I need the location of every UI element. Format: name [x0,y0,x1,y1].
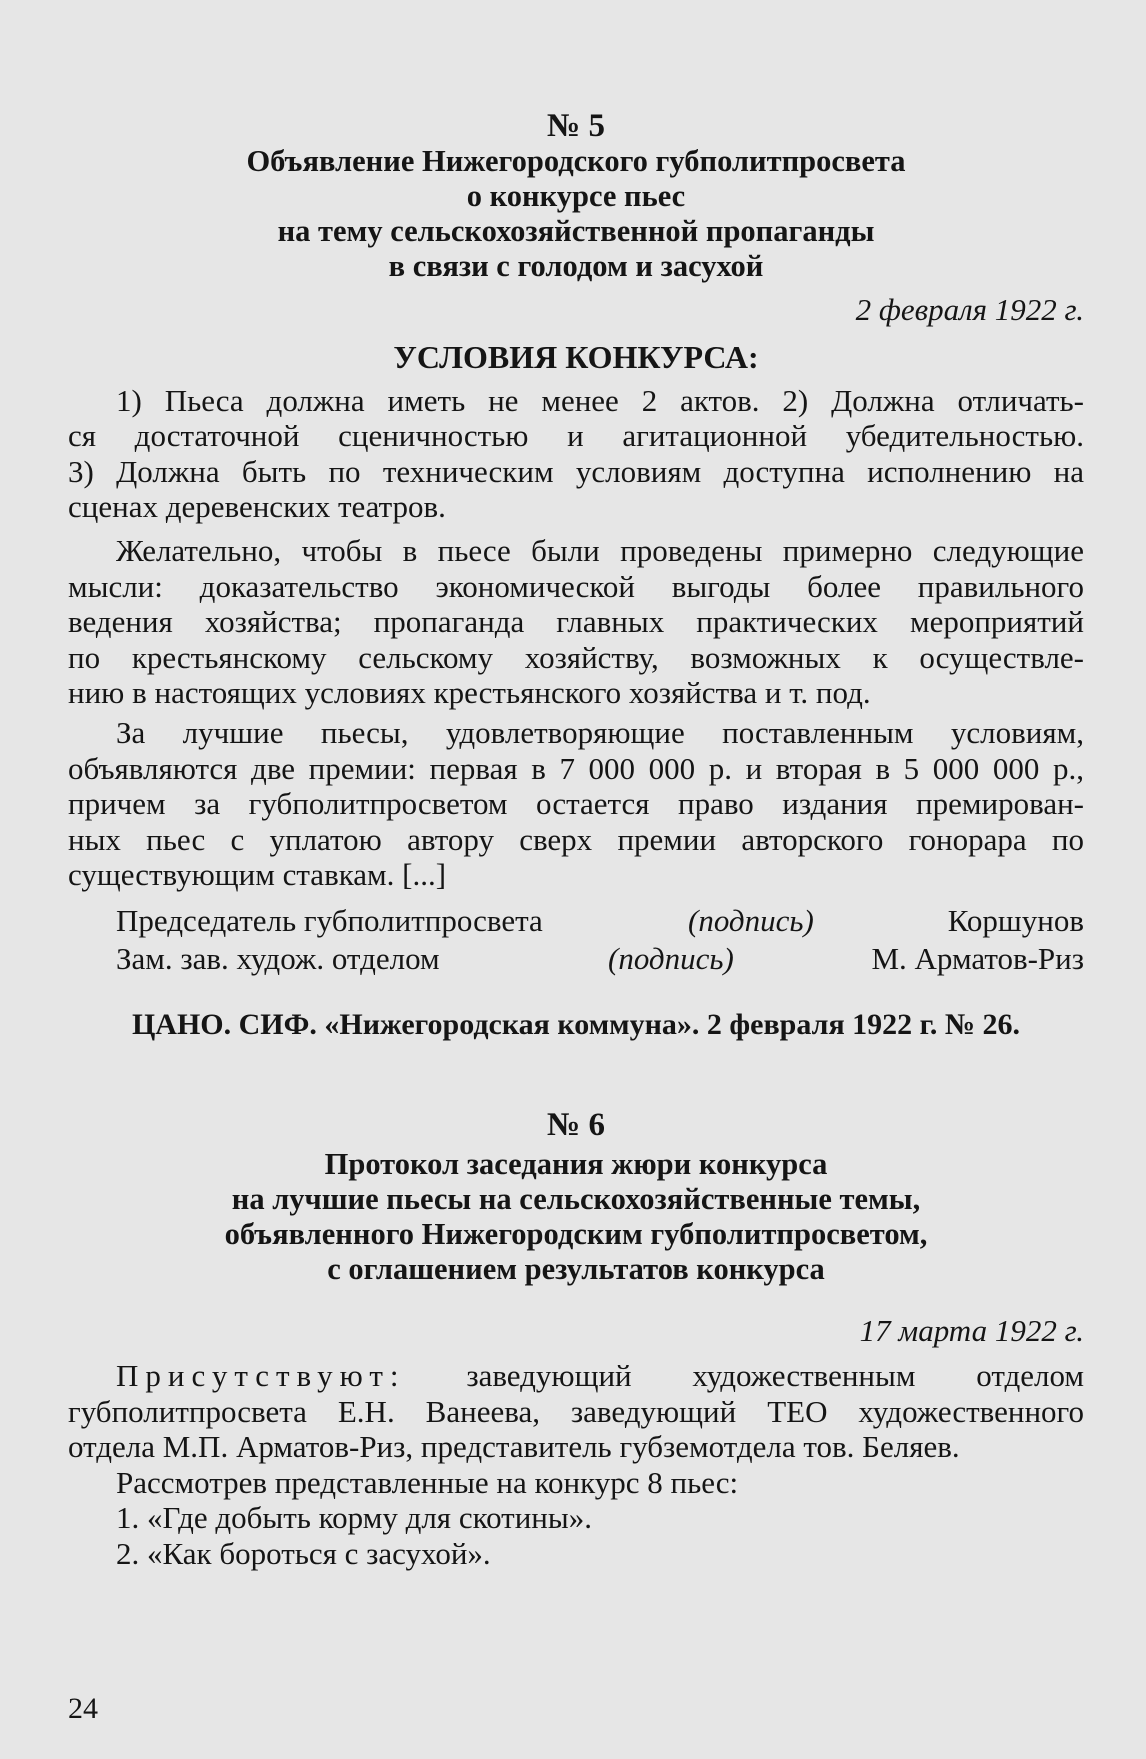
signature-row-deputy [68,941,1084,977]
text-line: существующим ставкам. [...] [68,857,447,893]
text-line: нию в настоящих условиях крестьянского хозяйства и т. под. [68,675,871,711]
signature-position: Зам. зав. худож. отделом [116,940,440,976]
text-line: объявляются две премии: первая в 7 000 000 р. и вторая в 5 000 000 р., [68,750,1084,786]
wishes-paragraph [68,533,1084,711]
page-content [68,108,1084,1572]
text-line: мысли: доказательство экономической выгоды более правильного [68,568,1084,604]
signature-row-chairman [68,903,1084,939]
doc5-title-line: Объявление Нижегородского губполитпросвета [246,144,906,178]
doc5-title-line: о конкурсе пьес [466,179,686,213]
conditions-heading: УСЛОВИЯ КОНКУРСА: [393,338,759,375]
signature-position: Председатель губполитпросвета [116,902,543,938]
page-number: 24 [68,1692,98,1725]
doc6-title [68,1147,1084,1287]
doc5-date: 2 февраля 1922 г. [855,292,1084,327]
present-text: заведующий художественным отделом [405,1358,1084,1394]
signature-name: Коршунов [947,902,1084,938]
doc6-title-line: Протокол заседания жюри конкурса [324,1146,828,1181]
text-line: сценах деревенских театров. [68,489,446,525]
text-line: ведения хозяйства; пропаганда главных практических мероприятий [68,604,1084,640]
doc6-title-line: на лучшие пьесы на сельскохозяйственные темы, [231,1181,921,1216]
text-line: отдела М.П. Арматов-Риз, представитель губземотдела тов. Беляев. [68,1429,960,1465]
text-line: 1) Пьеса должна иметь не менее 2 актов. 2) Должна отличать- [116,382,1084,418]
text-line: Желательно, чтобы в пьесе были проведены примерно следующие [116,532,1084,568]
signature-mark: (подпись) [608,940,734,976]
present-label: Присутствуют: [116,1358,406,1394]
play-list-item: 2. «Как бороться с засухой». [116,1536,491,1572]
doc6-number: № 6 [547,1106,605,1143]
signature-mark: (подпись) [688,902,814,938]
text-line: причем за губполитпросветом остается право издания премирован- [68,786,1084,822]
text-line: по крестьянскому сельскому хозяйству, возможных к осуществле- [68,639,1084,675]
doc6-title-line: с оглашением результатов конкурса [327,1251,825,1286]
doc5-archive-reference: ЦАНО. СИФ. «Нижегородская коммуна». 2 февраля 1922 г. № 26. [131,1007,1021,1041]
text-line: губполитпросвета Е.Н. Ванеева, заведующий ТЕО художественного [68,1393,1084,1429]
text-line: За лучшие пьесы, удовлетворяющие поставленным условиям, [116,714,1084,750]
conditions-paragraph [68,383,1084,525]
doc6-date: 17 марта 1922 г. [859,1312,1084,1348]
doc5-title [68,144,1084,284]
text-line [68,1358,1084,1394]
doc5-title-line: в связи с голодом и засухой [388,249,764,283]
present-paragraph [68,1358,1084,1465]
doc5-title-line: на тему сельскохозяйственной пропаганды [277,214,875,248]
signature-name: М. Арматов-Риз [871,940,1084,976]
doc5-number: № 5 [547,108,605,144]
play-list-item: 1. «Где добыть корму для скотины». [116,1500,592,1536]
text-line: 3) Должна быть по техническим условиям доступна исполнению на [68,453,1084,489]
text-line: ных пьес с уплатою автору сверх премии авторского гонорара по [68,821,1084,857]
considered-line: Рассмотрев представленные на конкурс 8 пьес: [116,1464,739,1500]
prizes-paragraph [68,715,1084,893]
doc6-title-line: объявленного Нижегородским губполитпросветом, [224,1216,928,1251]
text-line: ся достаточной сценичностью и агитационной убедительностью. [68,418,1084,454]
